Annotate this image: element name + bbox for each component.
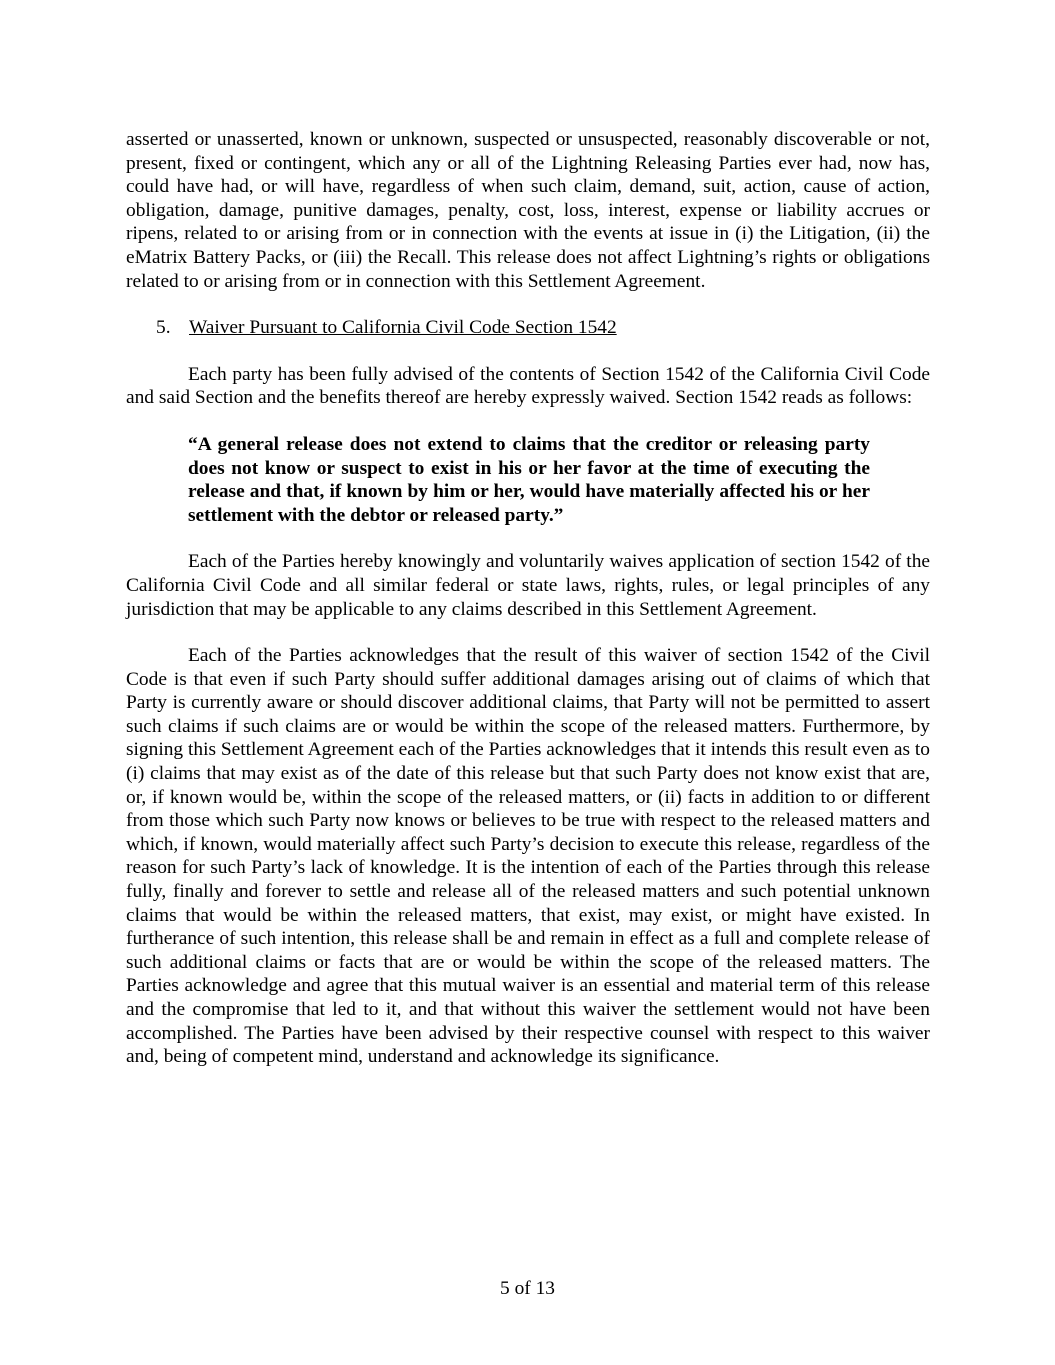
intro-paragraph: Each party has been fully advised of the contents of Section 1542 of the California Civil Code and said Section and the benefits thereof are hereby expressly waived. Section 1542 reads as follows: [126,363,930,409]
section-title: Waiver Pursuant to California Civil Code Section 1542 [189,317,617,339]
section-number: 5. [156,317,171,339]
continuation-paragraph: asserted or unasserted, known or unknown, suspected or unsuspected, reasonably discoverable or not, present, fixed or contingent, which any or all of the Lightning Releasing Parties ever had, now has, could have had, or will have, regardless of when such claim, demand, suit, action, cause of action, obligation, damage, punitive damages, penalty, cost, loss, interest, expense or liability accrues or ripens, related to or arising from or in connection with the events at issue in (i) the Litigation, (ii) the eMatrix Battery Packs, or (iii) the Recall. This release does not affect Lightning’s rights or obligations related to or arising from or in connection with this Settlement Agreement. [126,129,930,292]
acknowledgement-paragraph: Each of the Parties acknowledges that the result of this waiver of section 1542 of the Civil Code is that even if such Party should suffer additional damages arising out of claims of which that Party is currently aware or should discover additional claims, that Party will not be permitted to assert such claims if such claims are or would be within the scope of the released matters. Furthermore, by signing this Settlement Agreement each of the Parties acknowledges that it intends this result even as to (i) claims that may exist as of the date of this release but that such Party does not know exist that are, or, if known would be, within the scope of the released matters, or (ii) facts in addition to or different from those which such Party now knows or believes to be true with respect to the released matters and which, if known, would materially affect such Party’s decision to execute this release, regardless of the reason for such Party’s lack of knowledge. It is the intention of each of the Parties through this release fully, finally and forever to settle and release all of the released matters and such potential unknown claims that would be within the released matters, that exist, may exist, or might have existed. In furtherance of such intention, this release shall be and remain in effect as a full and complete release of such additional claims or facts that are or would be within the scope of the released matters. The Parties acknowledge and agree that this mutual waiver is an essential and material term of this release and the compromise that led to it, and that without this waiver the settlement would not have been accomplished. The Parties have been advised by their respective counsel with respect to this waiver and, being of competent mind, understand and acknowledge its significance. [126,645,930,1068]
page-number: 5 of 13 [500,1278,555,1299]
waiver-paragraph: Each of the Parties hereby knowingly and voluntarily waives application of section 1542 of the California Civil Code and all similar federal or state laws, rights, rules, or legal principles of any jurisdiction that may be applicable to any claims described in this Settlement Agreement. [126,551,930,620]
document-page [126,128,930,1092]
section-heading [156,316,930,340]
statute-quote: “A general release does not extend to claims that the creditor or releasing party does not know or suspect to exist in his or her favor at the time of executing the release and that, if known by him or her, would have materially affected his or her settlement with the debtor or released party.” [188,433,870,526]
